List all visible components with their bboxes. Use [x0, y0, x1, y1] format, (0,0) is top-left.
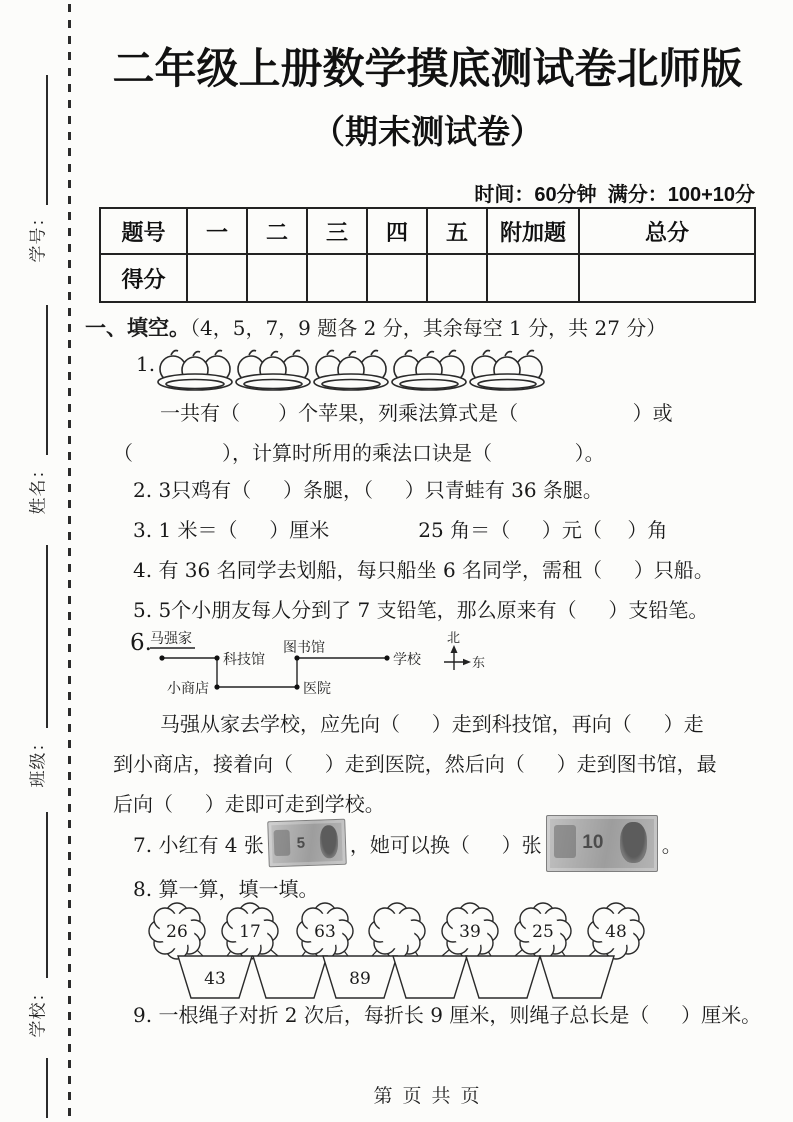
map-label-hospital: 医院	[303, 681, 331, 697]
basket-value: 43	[204, 969, 226, 989]
flower-value: 63	[314, 922, 336, 942]
map-dot-school	[384, 655, 389, 660]
score-table-header-row	[100, 208, 755, 254]
basket-shape	[393, 956, 467, 998]
banknote-denomination: 5	[296, 834, 306, 852]
score-blank-cell	[307, 254, 367, 302]
question-2-text: 2. 3只鸡有（ ）条腿，（ ）只青蛙有 36 条腿。	[133, 478, 603, 502]
page-title: 二年级上册数学摸底测试卷北师版	[112, 45, 743, 92]
apple-plate	[314, 351, 388, 391]
basket-shape	[253, 956, 327, 998]
question-6-line-3: 后向（ ）走即可走到学校。	[113, 792, 385, 816]
question-7-prefix: 7. 小红有 4 张	[133, 832, 264, 857]
banknote-10-yuan-image	[546, 815, 658, 872]
section-1-note: （4，5，7，9 题各 2 分，其余每空 1 分，共 27 分）	[190, 316, 667, 340]
name-label: 姓名：	[28, 460, 49, 515]
map-dot-home	[159, 655, 164, 660]
banknote-portrait	[319, 825, 338, 858]
score-blank-cell	[247, 254, 307, 302]
question-7-middle: ，她可以换（ ）张	[349, 832, 542, 857]
question-9-text: 9. 一根绳子对折 2 次后，每折长 9 厘米，则绳子总长是（ ）厘米。	[133, 1003, 762, 1027]
flower-basket-diagram	[120, 898, 665, 1002]
banknote-denomination: 10	[582, 832, 604, 853]
banknote-portrait	[620, 822, 646, 863]
score-row-label: 得分	[100, 254, 187, 302]
header-cell: 题号	[100, 208, 187, 254]
map-dot-hospital	[294, 684, 299, 689]
apple-plate	[158, 351, 232, 391]
section-1-title: 一、填空。	[85, 317, 190, 340]
header-cell: 四	[367, 208, 427, 254]
question-6-line-2: 到小商店，接着向（ ）走到医院，然后向（ ）走到图书馆，最	[113, 752, 717, 776]
map-dot-science	[214, 655, 219, 660]
margin-write-line	[46, 305, 48, 455]
question-1-line-2: （ ），计算时所用的乘法口诀是（ ）。	[113, 441, 605, 465]
score-table	[99, 207, 756, 303]
score-blank-cell	[427, 254, 487, 302]
student-id-label: 学号：	[28, 208, 49, 263]
apple-plate	[236, 351, 310, 391]
apple-plate	[470, 351, 544, 391]
header-cell: 三	[307, 208, 367, 254]
apple-plate	[392, 351, 466, 391]
class-label: 班级：	[28, 733, 49, 788]
flower-value: 48	[605, 922, 627, 942]
question-7-row	[133, 813, 682, 873]
question-6-number: 6.	[130, 630, 152, 656]
flower-value: 26	[166, 922, 188, 942]
section-1-heading	[85, 312, 666, 342]
question-4-text: 4. 有 36 名同学去划船，每只船坐 6 名同学，需租（ ）只船。	[133, 558, 714, 582]
map-dot-library	[294, 655, 299, 660]
score-blank-cell	[487, 254, 579, 302]
map-label-library: 图书馆	[283, 640, 325, 656]
question-7-suffix: 。	[661, 832, 682, 857]
question-1-number: 1.	[136, 352, 156, 376]
margin-write-line	[46, 1058, 48, 1118]
time-score-info: 时间：60分钟 满分：100+10分	[474, 184, 755, 206]
map-label-science: 科技馆	[223, 652, 265, 668]
map-dot-shop	[214, 684, 219, 689]
score-table-score-row	[100, 254, 755, 302]
compass-east-label: 东	[472, 656, 486, 671]
page-footer: 第 页 共 页	[373, 1085, 482, 1107]
basket-shape	[540, 956, 614, 998]
flower-value: 17	[239, 922, 261, 942]
banknote-seal	[554, 825, 576, 858]
page-subtitle: （期末测试卷）	[312, 113, 543, 150]
map-label-school: 学校	[393, 652, 421, 668]
route-map-diagram	[120, 628, 492, 706]
header-cell: 一	[187, 208, 247, 254]
banknote-seal	[274, 830, 290, 857]
question-8-label: 8. 算一算，填一填。	[133, 877, 319, 901]
question-1-line-1: 一共有（ ）个苹果，列乘法算式是（ ）或	[160, 401, 673, 425]
score-blank-cell	[187, 254, 247, 302]
header-cell: 总分	[579, 208, 755, 254]
question-3-text: 3. 1 米＝（ ）厘米 25 角＝（ ）元（ ）角	[133, 518, 668, 542]
header-cell: 二	[247, 208, 307, 254]
question-5-text: 5. 5个小朋友每人分到了 7 支铅笔，那么原来有（ ）支铅笔。	[133, 598, 709, 622]
basket-value: 89	[349, 969, 371, 989]
school-label: 学校：	[28, 983, 49, 1038]
map-label-home: 马强家	[150, 631, 192, 647]
banknote-5-yuan-image	[267, 819, 347, 868]
basket-shape	[466, 956, 540, 998]
score-blank-cell	[367, 254, 427, 302]
margin-write-line	[46, 812, 48, 978]
apple-plates-image	[152, 340, 552, 402]
flower-value: 39	[459, 922, 481, 942]
score-blank-cell	[579, 254, 755, 302]
binding-dashed-line	[68, 4, 71, 1116]
question-6-line-1: 马强从家去学校，应先向（ ）走到科技馆，再向（ ）走	[160, 712, 704, 736]
header-cell: 五	[427, 208, 487, 254]
margin-write-line	[46, 75, 48, 205]
map-label-shop: 小商店	[167, 681, 209, 697]
compass-north-label: 北	[447, 631, 461, 646]
flower-shape	[369, 903, 425, 959]
header-cell: 附加题	[487, 208, 579, 254]
margin-write-line	[46, 545, 48, 728]
flower-value: 25	[532, 922, 554, 942]
